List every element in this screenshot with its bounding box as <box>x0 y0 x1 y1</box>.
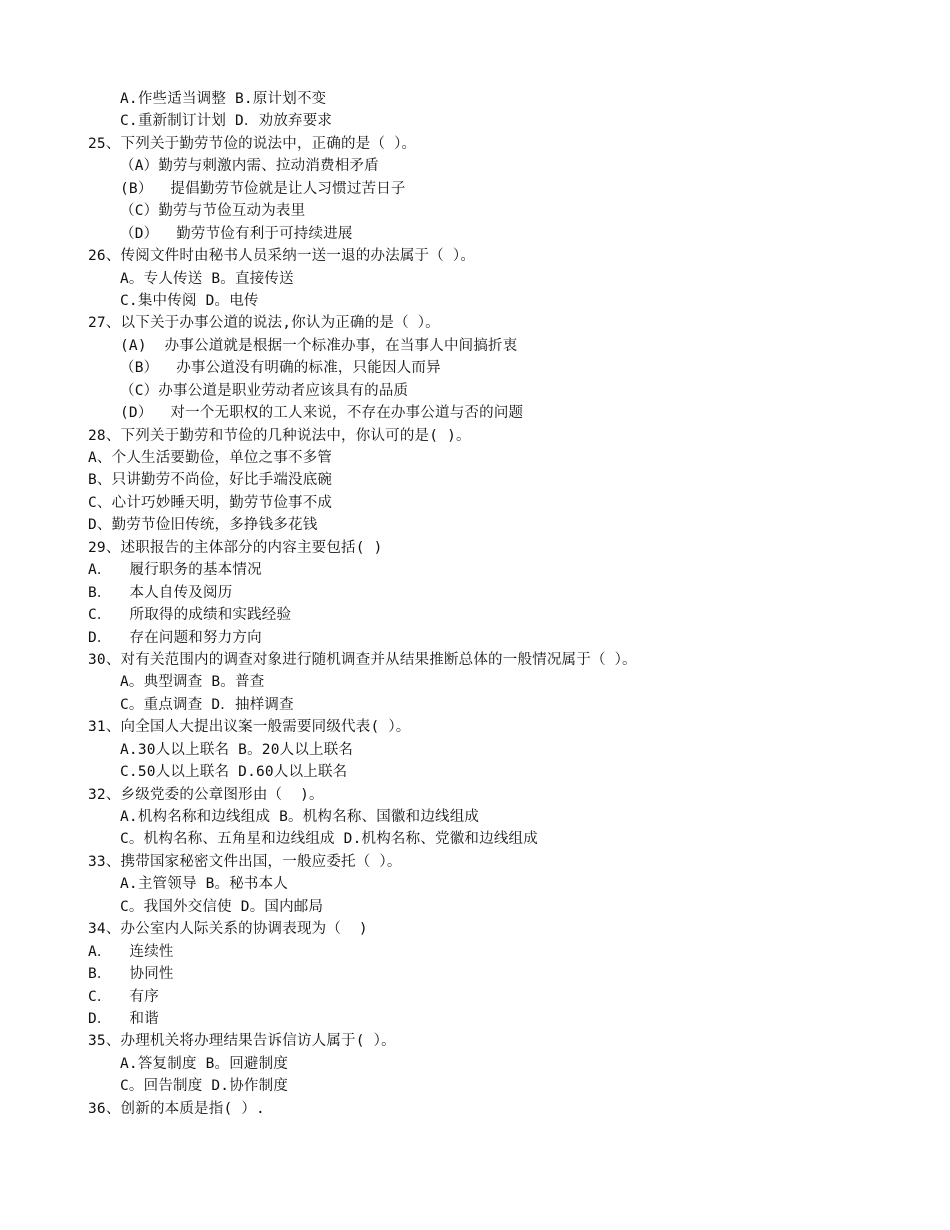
answer-option-line: （D） 勤劳节俭有利于可持续进展 <box>120 225 353 242</box>
question-line: 34、办公室内人际关系的协调表现为（ ) <box>88 921 368 938</box>
question-line: A． 履行职务的基本情况 <box>88 562 262 579</box>
question-line: C、心计巧妙睡天明，勤劳节俭事不成 <box>88 494 333 511</box>
question-line: 36、创新的本质是指( ）. <box>88 1100 265 1117</box>
question-line: C． 所取得的成绩和实践经验 <box>88 607 292 624</box>
question-line: 29、述职报告的主体部分的内容主要包括( ) <box>88 539 383 556</box>
question-line: B． 协同性 <box>88 966 174 983</box>
question-line: D． 和谐 <box>88 1010 159 1027</box>
question-line: 30、对有关范围内的调查对象进行随机调查并从结果推断总体的一般情况属于（ ）。 <box>88 651 637 668</box>
question-line: B． 本人自传及阅历 <box>88 584 233 601</box>
answer-option-line: A。典型调查 B。普查 <box>120 674 265 691</box>
answer-option-line: A.机构名称和边线组成 B。机构名称、国徽和边线组成 <box>120 809 480 825</box>
question-line: 31、向全国人大提出议案一般需要同级代表( ）。 <box>88 719 411 736</box>
question-line: 26、传阅文件时由秘书人员采纳一送一退的办法属于（ ）。 <box>88 248 476 265</box>
answer-option-line: C.重新制订计划 D．劝放弃要求 <box>120 113 333 130</box>
answer-option-line: （A）勤劳与刺激内需、拉动消费相矛盾 <box>120 158 379 175</box>
answer-option-line: A.主管领导 B。秘书本人 <box>120 876 289 893</box>
answer-option-line: C.50人以上联名 D.60人以上联名 <box>120 764 348 781</box>
question-line: A、个人生活要勤俭，单位之事不多管 <box>88 450 333 466</box>
question-line: D． 存在问题和努力方向 <box>88 629 262 646</box>
question-line: D、勤劳节俭旧传统，多挣钱多花钱 <box>88 517 318 534</box>
answer-option-line: A.答复制度 B。回避制度 <box>120 1055 289 1072</box>
document-page <box>0 88 950 1120</box>
answer-option-line: （C）办事公道是职业劳动者应该具有的品质 <box>120 382 409 399</box>
answer-option-line: C。我国外交信使 D。国内邮局 <box>120 898 324 915</box>
question-line: B、只讲勤劳不尚俭，好比手端没底碗 <box>88 472 333 489</box>
answer-option-line: (A) 办事公道就是根据一个标准办事，在当事人中间搞折衷 <box>120 337 518 354</box>
answer-option-line: (D） 对一个无职权的工人来说，不存在办事公道与否的问题 <box>120 405 524 422</box>
answer-option-line: C。回告制度 D.协作制度 <box>120 1078 289 1095</box>
question-line: A． 连续性 <box>88 943 174 960</box>
answer-option-line: C。重点调查 D．抽样调查 <box>120 696 294 713</box>
answer-option-line: A.作些适当调整 B.原计划不变 <box>120 91 327 107</box>
question-line: C． 有序 <box>88 988 159 1005</box>
answer-option-line: C。机构名称、五角星和边线组成 D.机构名称、党徽和边线组成 <box>120 831 538 848</box>
question-line: 25、下列关于勤劳节俭的说法中，正确的是（ ）。 <box>88 135 417 152</box>
question-line: 35、办理机关将办理结果告诉信访人属于( ）。 <box>88 1033 396 1050</box>
answer-option-line: A。专人传送 B。直接传送 <box>120 270 294 287</box>
question-line: 28、下列关于勤劳和节俭的几种说法中，你认可的是( )。 <box>88 427 471 444</box>
question-line: 32、乡级党委的公章图形由（ )。 <box>88 786 324 803</box>
answer-option-line: (B） 提倡勤劳节俭就是让人习惯过苦日子 <box>120 180 406 197</box>
answer-option-line: C.集中传阅 D。电传 <box>120 292 259 309</box>
question-line: 33、携带国家秘密文件出国，一般应委托（ ）。 <box>88 853 402 870</box>
question-line: 27、以下关于办事公道的说法,你认为正确的是（ ）。 <box>88 315 440 332</box>
answer-option-line: （B） 办事公道没有明确的标准，只能因人而异 <box>120 360 441 377</box>
answer-option-line: （C）勤劳与节俭互动为表里 <box>120 203 306 220</box>
answer-option-line: A.30人以上联名 B。20人以上联名 <box>120 741 354 758</box>
